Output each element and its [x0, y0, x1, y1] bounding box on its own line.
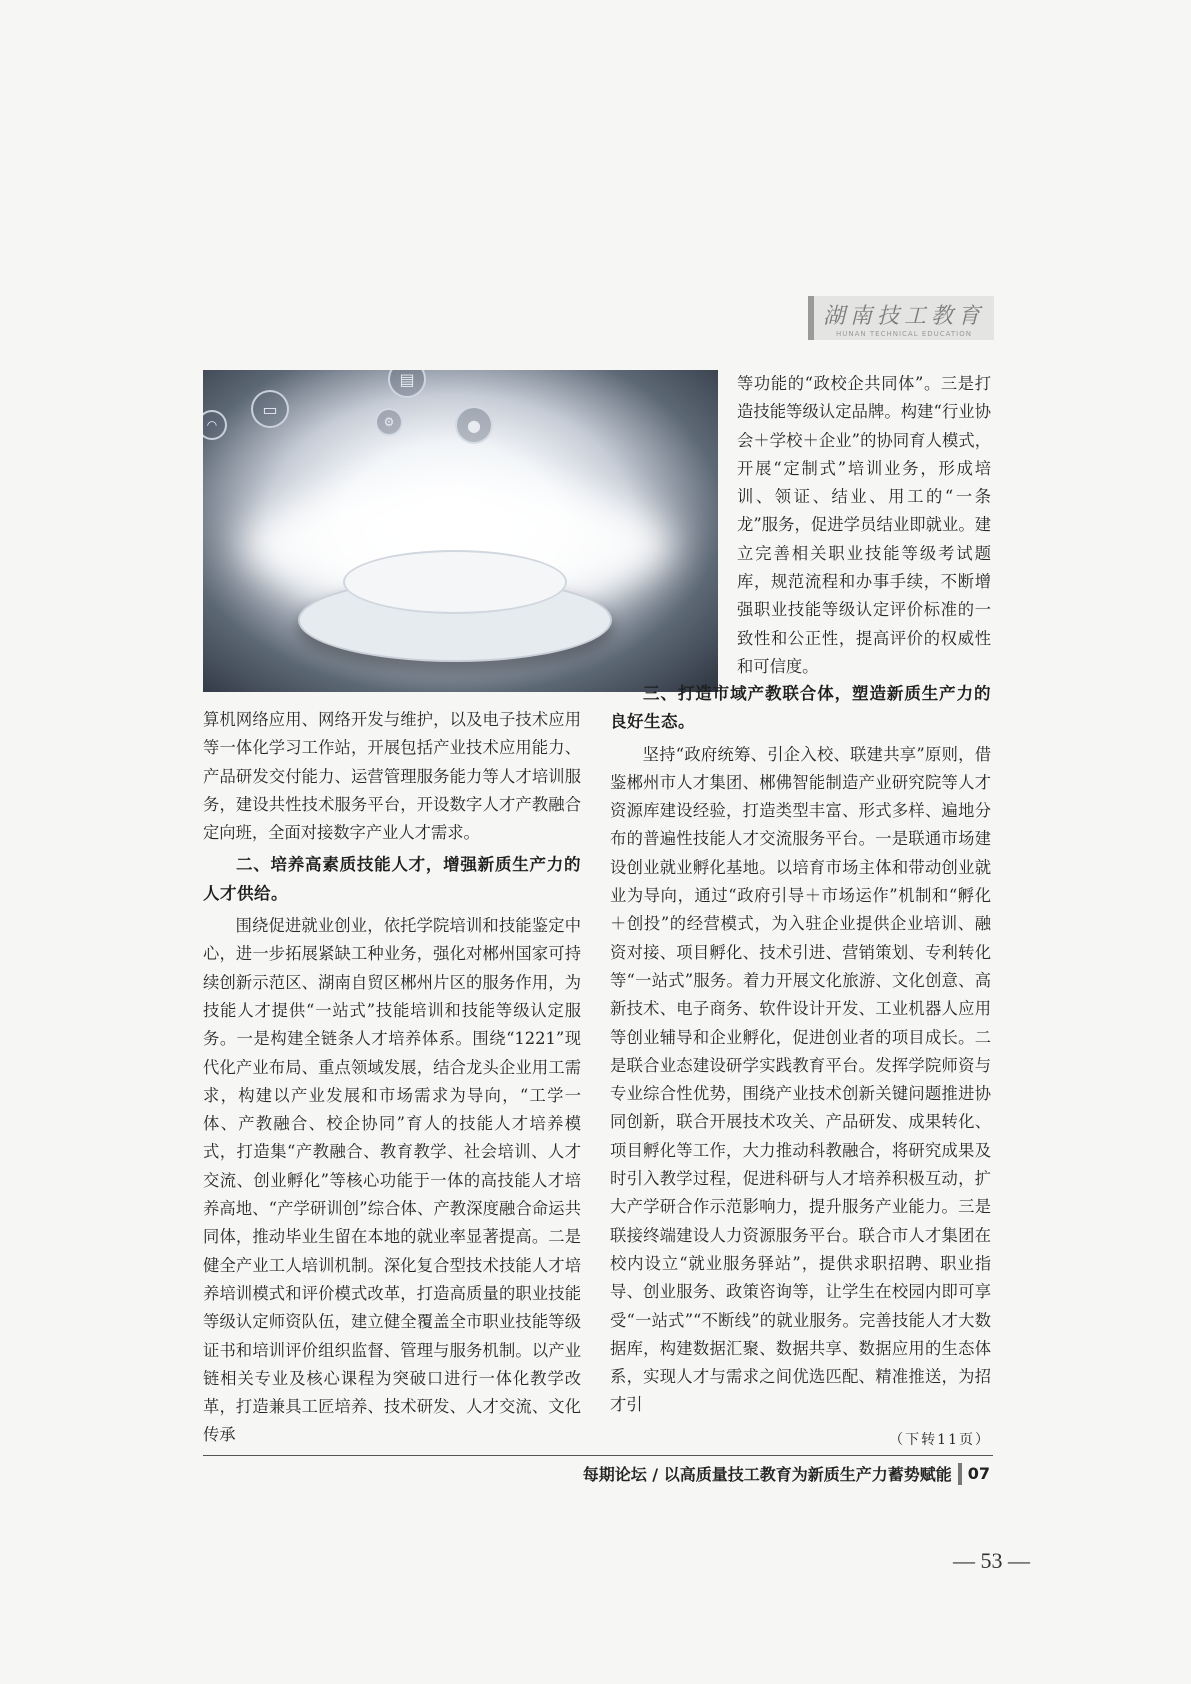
continued-note: （下转11页） [889, 1431, 991, 1448]
footer-issue: 07 [967, 1464, 990, 1483]
journal-masthead [808, 296, 994, 340]
photo-platform-top [343, 550, 567, 614]
gear-icon: ⚙ [375, 408, 403, 436]
article-photo [203, 370, 718, 692]
masthead-title: 湖南技工教育 [822, 303, 985, 329]
running-footer [560, 1462, 990, 1485]
monitor-icon: ▭ [251, 390, 289, 428]
paragraph: 等功能的“政校企共同体”。三是打造技能等级认定品牌。构建“行业协会＋学校＋企业”的协同育人模式，开展“定制式”培训业务，形成培训、领证、结业、用工的“一条龙”服务，促进学员结业即就业。建立完善相关职业技能等级考试题库，规范流程和办事手续，不断增强职业技能等级认定评价标准的一致性和公正性，提高评价的权威性和可信度。 [737, 374, 991, 676]
page-number: — 53 — [953, 1548, 1030, 1573]
paragraph: 围绕促进就业创业，依托学院培训和技能鉴定中心，进一步拓展紧缺工种业务，强化对郴州国家可持续创新示范区、湖南自贸区郴州片区的服务作用，为技能人才提供“一站式”技能培训和技能等级认定服务。一是构建全链条人才培养体系。围绕“1221”现代化产业布局、重点领域发展，结合龙头企业用工需求，构建以产业发展和市场需求为导向，“工学一体、产教融合、校企协同”育人的技能人才培养模式，打造集“产教融合、教育教学、社会培训、人才交流、创业孵化”等核心功能于一体的高技能人才培养高地、“产学研训创”综合体、产教深度融合命运共同体，推动毕业生留在本地的就业率显著提高。二是健全产业工人培训机制。深化复合型技术技能人才培养培训模式和评价模式改革，打造高质量的职业技能等级认定师资队伍，建立健全覆盖全市职业技能等级证书和培训评价组织监督、管理与服务机制。以产业链相关专业及核心课程为突破口进行一体化教学改革，打造兼具工匠培养、技术研发、人才交流、文化传承 [203, 916, 581, 1445]
column-right-top [737, 370, 991, 681]
wifi-icon: ◠ [203, 410, 227, 440]
paragraph: 坚持“政府统筹、引企入校、联建共享”原则，借鉴郴州市人才集团、郴佛智能制造产业研究院等人才资源库建设经验，打造类型丰富、形式多样、遍地分布的普遍性技能人才交流服务平台。一是联通市场建设创业就业孵化基地。以培育市场主体和带动创业就业为导向，通过“政府引导＋市场运作”机制和“孵化＋创投”的经营模式，为入驻企业提供企业培训、融资对接、项目孵化、技术引进、营销策划、专利转化等“一站式”服务。着力开展文化旅游、文化创意、高新技术、电子商务、软件设计开发、工业机器人应用等创业辅导和企业孵化，促进创业者的项目成长。二是联合业态建设研学实践教育平台。发挥学院师资与专业综合性优势，围绕产业技术创新关键问题推进协同创新，联合开展技术攻关、产品研发、成果转化、项目孵化等工作，大力推动科教融合，将研究成果及时引入教学过程，促进科研与人才培养积极互动，扩大产学研合作示范影响力，提升服务产业能力。三是联接终端建设人力资源服务平台。联合市人才集团在校内设立“就业服务驿站”，提供求职招聘、职业指导、创业服务、政策咨询等，让学生在校园内即可享受“一站式”“不断线”的就业服务。完善技能人才大数据库，构建数据汇聚、数据共享、数据应用的生态体系，实现人才与需求之间优选匹配、精准推送，为招才引 [610, 744, 991, 1415]
paragraph: 算机网络应用、网络开发与维护，以及电子技术应用等一体化学习工作站，开展包括产业技术应用能力、产品研发交付能力、运营管理服务能力等人才培训服务，建设共性技术服务平台，开设数字人才产教融合定向班，全面对接数字产业人才需求。 [203, 710, 581, 843]
column-left [203, 706, 581, 1450]
user-icon: ● [455, 406, 493, 444]
column-right [610, 680, 991, 1454]
section-heading-2: 二、培养高素质技能人才，增强新质生产力的人才供给。 [203, 855, 581, 903]
masthead-subtitle: HUNAN TECHNICAL EDUCATION [836, 329, 972, 338]
section-heading-3: 三、打造市域产教联合体，塑造新质生产力的良好生态。 [610, 684, 991, 732]
footer-rule [203, 1455, 993, 1456]
footer-title: 每期论坛 / 以高质量技工教育为新质生产力蓄势赋能 [582, 1465, 952, 1484]
footer-divider [958, 1463, 962, 1485]
chart-icon: ▤ [388, 370, 426, 398]
